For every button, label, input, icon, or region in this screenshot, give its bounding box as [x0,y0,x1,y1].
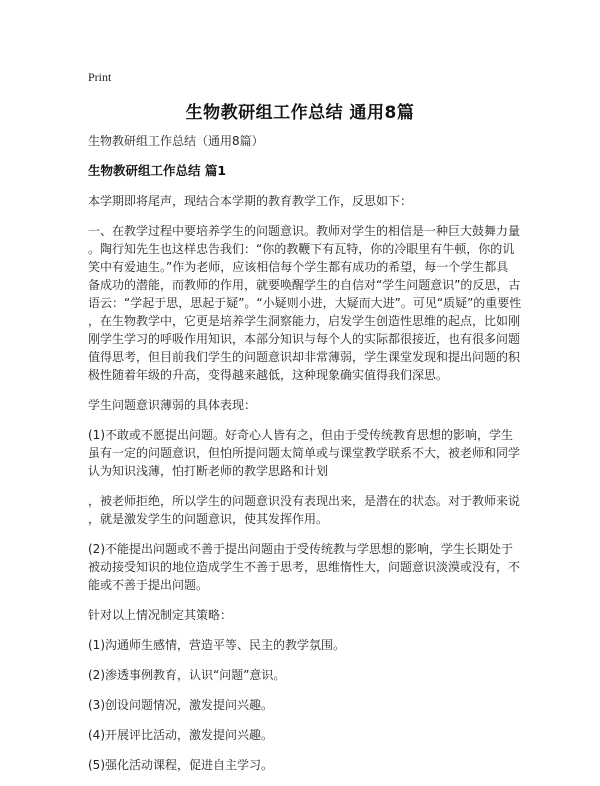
paragraph-line: 一、在教学过程中要培养学生的问题意识。教师对学生的相信是一种巨大鼓舞力量 [88,224,521,238]
paragraph-line: (3)创设问题情况，激发提问兴趣。 [88,698,273,712]
paragraph [88,396,512,414]
paragraph-line: 值得思考，但目前我们学生的问题意识却非常薄弱，学生课堂发现和提出问题的积 [88,350,521,364]
paragraph-line: 语云：“学起于思，思起于疑”。“小疑则小进，大疑而大进”。可见“质疑”的重要性 [88,296,522,310]
paragraph [88,606,512,624]
paragraph-line: 备成功的潜能，而教师的作用，就要唤醒学生的自信对“学生问题意识”的反思，古 [88,278,521,292]
paragraph-line: 笑中有爱迪生。”作为老师，应该相信每个学生都有成功的希望，每一个学生都具 [88,260,509,274]
paragraph-line: 本学期即将尾声，现结合本学期的教育教学工作，反思如下： [88,194,413,208]
paragraph [88,192,512,210]
paragraph [88,756,512,774]
paragraph-line: 针对以上情况制定其策略： [88,608,233,622]
paragraph-line: ，在生物教学中，它更是培养学生洞察能力，启发学生创造性思维的起点，比如刚 [88,314,521,328]
paragraph-line: (5)强化活动课程，促进自主学习。 [88,758,273,772]
paragraph-line: 虽有一定的问题意识，但怕所提问题太简单或与课堂教学联系不大，被老师和同学 [88,446,521,460]
paragraph-line: (4)开展评比活动，激发提问兴趣。 [88,728,273,742]
paragraph-line: 被动接受知识的地位造成学生不善于思考，思维惰性大，问题意识淡漠或没有，不 [88,560,521,574]
paragraph [88,540,521,594]
paragraph-line: (2)不能提出问题或不善于提出问题由于受传统教与学思想的影响，学生长期处于 [88,542,514,556]
paragraph-line: 认为知识浅薄，怕打断老师的教学思路和计划 [88,464,329,478]
paragraph-line: 极性随着年级的升高，变得越来越低，这种现象确实值得我们深思。 [88,368,449,382]
paragraph-line: (2)渗透事例教育，认识“问题”意识。 [88,668,286,682]
paragraph-line: 学生问题意识薄弱的具体表现： [88,398,257,412]
paragraph [88,426,521,480]
paragraph [88,636,512,654]
paragraph-line: 能或不善于提出问题。 [88,578,209,592]
page-title: 生物教研组工作总结 通用8篇 [185,103,415,123]
paragraph [88,492,521,528]
document-body [88,132,522,786]
print-link[interactable]: Print [88,70,112,84]
paragraph-line: ，被老师拒绝，所以学生的问题意识没有表现出来，是潜在的状态。对于教师来说 [88,494,521,508]
paragraph-list [88,192,522,774]
paragraph-line: 刚学生学习的呼吸作用知识，本部分知识与每个人的实际都很接近，也有很多问题 [88,332,521,346]
section-heading: 生物教研组工作总结 篇1 [88,163,227,178]
paragraph [88,222,522,384]
paragraph-line: (1)沟通师生感情，营造平等、民主的教学氛围。 [88,638,345,652]
paragraph-line: 。陶行知先生也这样忠告我们：“你的教鞭下有瓦特，你的冷眼里有牛顿，你的讥 [88,242,515,256]
paragraph [88,696,512,714]
paragraph [88,666,512,684]
paragraph-line: (1)不敢或不愿提出问题。好奇心人皆有之，但由于受传统教育思想的影响，学生 [88,428,514,442]
paragraph-line: ，就是激发学生的问题意识，使其发挥作用。 [88,512,329,526]
document-subtitle: 生物教研组工作总结（通用8篇） [88,134,264,148]
paragraph [88,726,512,744]
